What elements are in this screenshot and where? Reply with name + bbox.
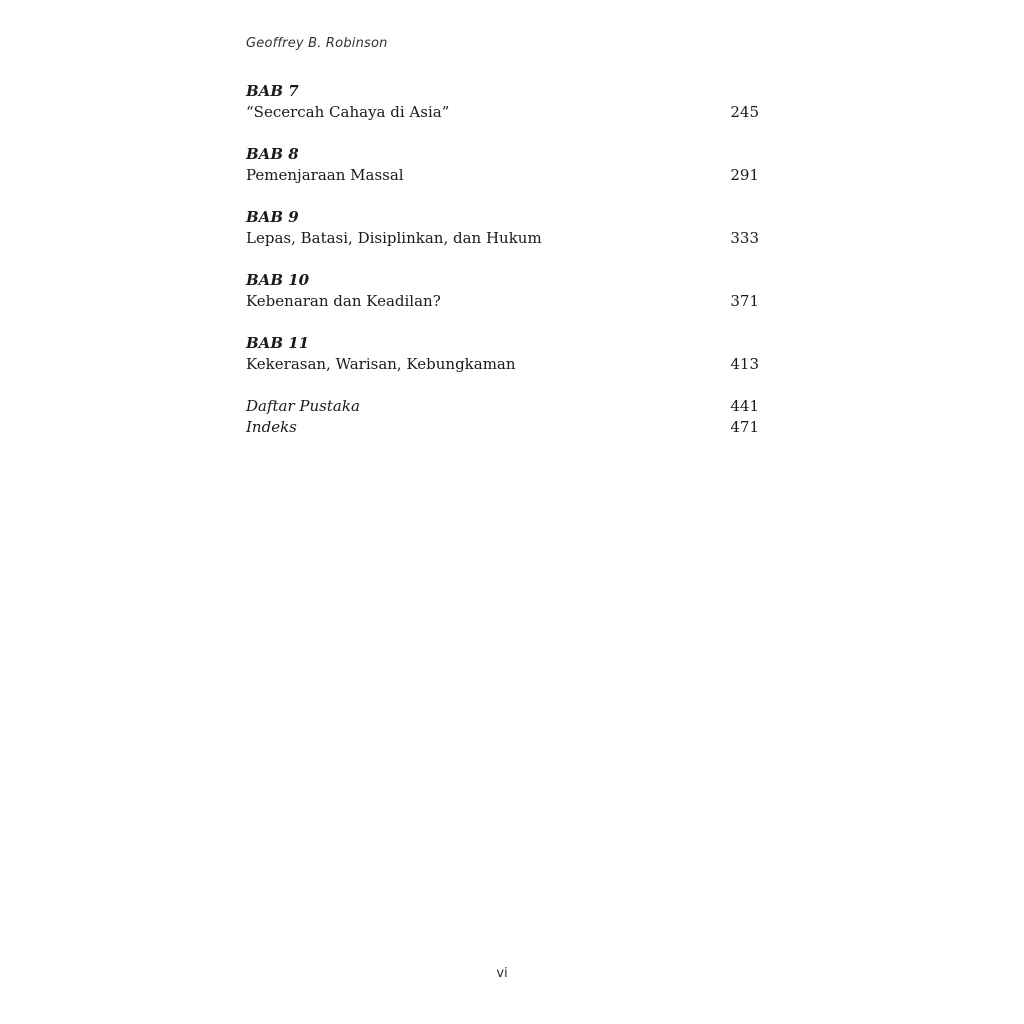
table-of-contents xyxy=(246,81,759,438)
chapter-title: Kekerasan, Warisan, Kebungkaman xyxy=(246,355,516,373)
chapter-page-number: 371 xyxy=(730,292,759,310)
chapter-label: BAB 10 xyxy=(246,271,310,289)
backmatter-title: Indeks xyxy=(246,418,297,436)
toc-chapter xyxy=(246,144,759,186)
toc-chapter xyxy=(246,207,759,249)
backmatter-title: Daftar Pustaka xyxy=(246,397,360,415)
chapter-page-number: 413 xyxy=(730,355,759,373)
toc-entry-bibliography xyxy=(246,396,759,417)
chapter-label: BAB 7 xyxy=(246,82,299,100)
page-number: vi xyxy=(496,966,508,981)
toc-chapter xyxy=(246,333,759,375)
toc-entry xyxy=(246,291,759,312)
chapter-label: BAB 11 xyxy=(246,334,310,352)
chapter-title: Pemenjaraan Massal xyxy=(246,166,404,184)
backmatter-page-number: 471 xyxy=(730,418,759,436)
chapter-label: BAB 9 xyxy=(246,208,299,226)
chapter-page-number: 245 xyxy=(730,103,759,121)
toc-chapter xyxy=(246,81,759,123)
chapter-title: Kebenaran dan Keadilan? xyxy=(246,292,441,310)
toc-entry-index xyxy=(246,417,759,438)
toc-chapter xyxy=(246,270,759,312)
chapter-title: Lepas, Batasi, Disiplinkan, dan Hukum xyxy=(246,229,542,247)
toc-entry xyxy=(246,228,759,249)
toc-entry xyxy=(246,165,759,186)
chapter-title: “Secercah Cahaya di Asia” xyxy=(246,103,450,121)
toc-backmatter xyxy=(246,396,759,438)
chapter-page-number: 291 xyxy=(730,166,759,184)
toc-entry xyxy=(246,354,759,375)
toc-entry xyxy=(246,102,759,123)
chapter-label: BAB 8 xyxy=(246,145,299,163)
running-head-author: Geoffrey B. Robinson xyxy=(246,36,388,51)
chapter-page-number: 333 xyxy=(730,229,759,247)
backmatter-page-number: 441 xyxy=(730,397,759,415)
